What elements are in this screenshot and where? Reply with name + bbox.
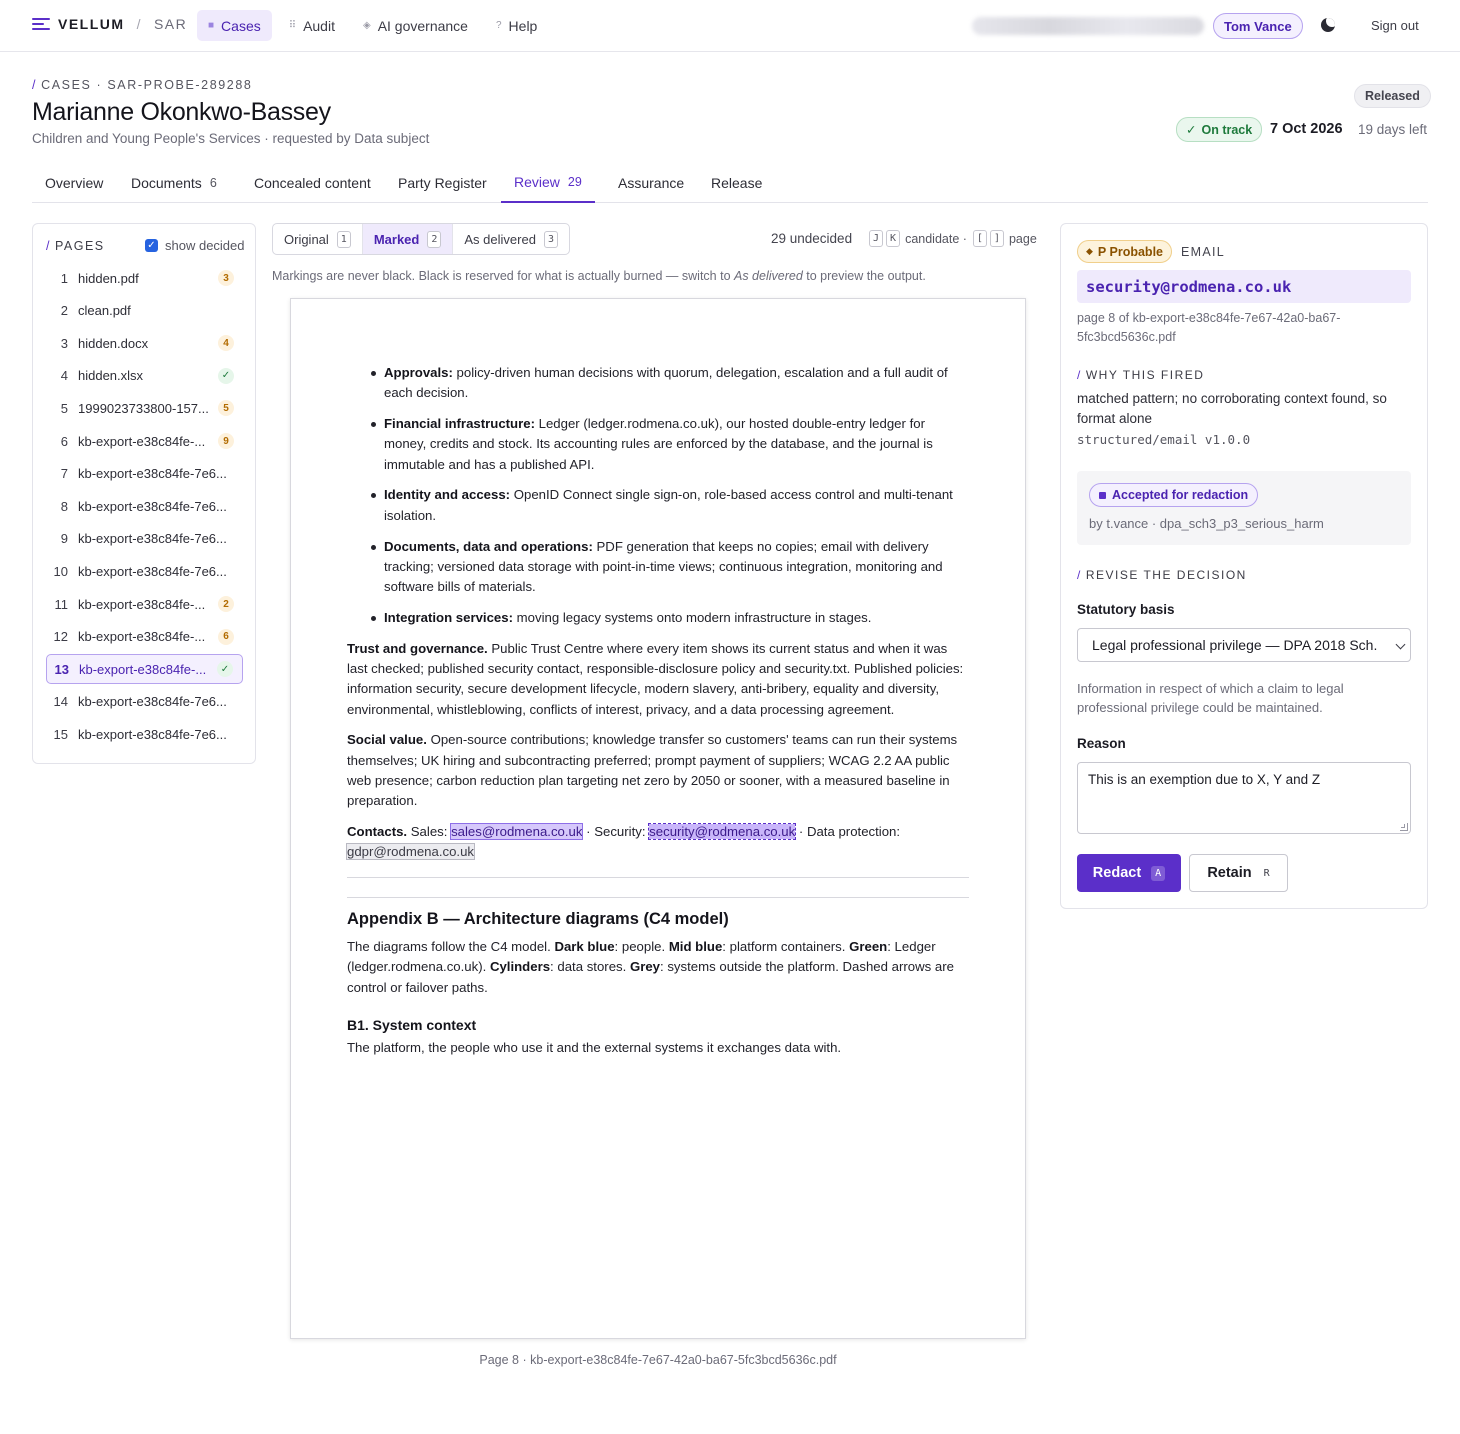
page-list-item[interactable] — [46, 622, 243, 652]
page-number: 8 — [60, 498, 68, 514]
statutory-basis-select[interactable] — [1077, 628, 1411, 662]
list-item — [384, 537, 969, 598]
shortcut-key: R — [1263, 867, 1270, 879]
candidate-count-badge: 2 — [218, 596, 234, 612]
main-nav — [197, 10, 548, 41]
why-text: matched pattern; no corroborating context found, so format alone — [1077, 391, 1387, 426]
redact-button[interactable] — [1077, 854, 1181, 892]
tab-label: Documents — [131, 175, 202, 191]
candidate-count-badge: 6 — [218, 629, 234, 645]
bullet-text: OpenID Connect single sign-on, role-based access control and multi-tenant isolation. — [384, 487, 953, 523]
mode-original[interactable] — [273, 224, 363, 254]
moon-icon[interactable] — [1321, 18, 1335, 32]
page-list-item[interactable] — [46, 589, 243, 619]
brand-product: SAR — [153, 16, 188, 32]
shortcut-key: J — [869, 230, 883, 247]
tab-label: Release — [711, 175, 763, 191]
bullet-heading: Integration services: — [384, 609, 513, 625]
keyboard-hints — [869, 230, 1040, 247]
appendix-heading: Appendix B — Architecture diagrams (C4 model) — [347, 909, 729, 928]
diamond-icon: ◆ — [1086, 246, 1093, 256]
paragraph-text: : platform containers. — [722, 939, 850, 955]
textarea-value: This is an exemption due to X, Y and Z — [1088, 772, 1321, 787]
page-list-item[interactable] — [46, 556, 243, 586]
term: Green — [849, 939, 888, 955]
document-page — [290, 298, 1026, 1339]
why-heading — [1077, 368, 1204, 382]
check-icon: ✓ — [1186, 123, 1197, 137]
bullet-heading: Documents, data and operations: — [384, 538, 593, 554]
decision-label: Accepted for redaction — [1112, 488, 1249, 502]
document-body — [347, 363, 969, 1069]
question-icon: ? — [495, 20, 502, 31]
contact-label: · Data protection: — [795, 824, 901, 840]
marking-note — [272, 269, 926, 283]
list-item — [384, 485, 969, 526]
section-paragraph: The platform, the people who use it and the external systems it exchanges data with. — [347, 1040, 842, 1056]
page-number: 15 — [53, 726, 68, 742]
mode-label: Marked — [373, 231, 420, 247]
chevron-down-icon — [1396, 640, 1406, 650]
contacts-paragraph — [347, 822, 969, 863]
mode-label: Original — [284, 231, 329, 247]
button-label: Retain — [1207, 865, 1252, 881]
heading-slash: / — [1077, 568, 1082, 582]
paragraph-heading: Trust and governance. — [347, 640, 488, 656]
paragraph-text: The diagrams follow the C4 model. — [347, 939, 555, 955]
nav-label: AI governance — [377, 17, 468, 34]
user-pill[interactable]: Tom Vance — [1213, 13, 1303, 39]
divider — [347, 877, 969, 878]
page-filename: kb-export-e38c84fe-... — [79, 661, 207, 677]
sparkle-icon: ◈ — [362, 20, 371, 31]
shortcut-key: ] — [990, 230, 1004, 247]
brand[interactable] — [32, 16, 187, 32]
revise-heading — [1077, 568, 1247, 582]
view-mode-toggle — [272, 223, 570, 255]
retain-button[interactable] — [1189, 854, 1288, 892]
bullet-heading: Financial infrastructure: — [384, 416, 535, 432]
page-filename: kb-export-e38c84fe-... — [78, 629, 206, 645]
tab-party-register[interactable] — [385, 163, 500, 203]
mode-as-delivered[interactable] — [453, 224, 569, 254]
page-list-item[interactable] — [46, 361, 243, 391]
page-filename: kb-export-e38c84fe-7e6... — [78, 498, 227, 514]
page-list-item[interactable] — [46, 459, 243, 489]
page-number: 7 — [60, 466, 68, 482]
page-filename: kb-export-e38c84fe-7e6... — [78, 726, 227, 742]
page-number: 1 — [60, 270, 68, 286]
candidate-count-badge: 4 — [218, 335, 234, 351]
bullet-text: policy-driven human decisions with quorum, delegation, escalation and a full audit of each decision. — [384, 365, 948, 401]
appendix-paragraph — [347, 937, 969, 998]
paragraph-text: Open-source contributions; knowledge transfer so customers' teams can run their systems themselves; UK hiring and subcontracting preferred; prompt payment of suppliers; WCAG 2.2 AA public web presence; carbon reduction plan targeting net zero by 2050 or sooner, with a measured baseline in preparation. — [347, 732, 958, 809]
shortcut-key: A — [1151, 866, 1165, 881]
page-list-item[interactable] — [46, 328, 243, 358]
tab-documents[interactable] — [118, 163, 230, 203]
candidate-count-badge: 5 — [218, 400, 234, 416]
bullet-heading: Approvals: — [384, 365, 453, 380]
button-label: Redact — [1092, 865, 1142, 881]
tab-label: Concealed content — [254, 175, 371, 191]
paragraph-heading: Social value. — [347, 732, 427, 748]
heading-text: WHY THIS FIRED — [1085, 368, 1205, 382]
entity-type: EMAIL — [1181, 245, 1226, 259]
page-number: 10 — [53, 563, 68, 579]
list-item — [384, 414, 969, 475]
bullet-list — [347, 363, 969, 628]
candidate-value: security@rodmena.co.uk — [1077, 270, 1411, 303]
tab-assurance[interactable] — [605, 163, 697, 203]
resize-grip-icon[interactable] — [1400, 823, 1408, 831]
paragraph-text: Public Trust Centre where every item shows its current status and when it was last checked; published security contact, responsible-disclosure policy and security.txt. Published policies: information security, secure development lifecycle, modern slavery, anti-bribery, equality and diversity, environmental, whistleblowing, conflicts of interest, privacy, and a data processing agreement. — [347, 640, 964, 717]
page-filename: kb-export-e38c84fe-7e6... — [78, 694, 227, 710]
shortcut-key: 3 — [544, 231, 558, 248]
square-icon — [1099, 492, 1106, 499]
confidence-badge — [1077, 240, 1172, 263]
term: Grey — [629, 959, 661, 975]
top-bar — [0, 0, 1460, 52]
hint-text: page — [1008, 231, 1037, 246]
note-text: Markings are never black. Black is reserved for what is actually burned — switch to — [272, 269, 734, 283]
tab-label: Review — [514, 174, 560, 190]
tab-release[interactable] — [698, 163, 775, 203]
page-list-item[interactable] — [46, 687, 243, 717]
contact-label: · Security: — [582, 824, 650, 840]
candidate-location: page 8 of kb-export-e38c84fe-7e67-42a0-ba67-5fc3bcd5636c.pdf — [1077, 311, 1341, 344]
term: Dark blue — [554, 939, 615, 955]
page-number: 11 — [54, 596, 68, 612]
candidate-count-badge: 3 — [218, 270, 234, 286]
page-list-item[interactable] — [46, 719, 243, 749]
days-left: 19 days left — [1358, 122, 1428, 137]
nav-ai-governance[interactable] — [352, 10, 479, 41]
tab-count: 6 — [209, 176, 217, 190]
nav-audit[interactable] — [278, 10, 346, 41]
mode-marked[interactable] — [363, 224, 454, 254]
redaction-candidate-retained[interactable]: gdpr@rodmena.co.uk — [347, 844, 475, 860]
decision-badge — [1089, 483, 1258, 507]
checkbox-checked-icon[interactable]: ✓ — [145, 239, 158, 252]
page-number: 13 — [54, 661, 69, 677]
page-number: 14 — [53, 694, 68, 710]
tab-concealed-content[interactable] — [241, 163, 384, 203]
hint-text: candidate · — [905, 231, 967, 246]
redacted-search — [972, 17, 1204, 35]
page-list-item[interactable] — [46, 426, 243, 456]
term: Mid blue — [668, 939, 723, 955]
grip-icon: ⠿ — [288, 20, 297, 31]
decision-box — [1077, 471, 1411, 545]
nav-label: Cases — [221, 17, 261, 34]
bullet-heading: Identity and access: — [384, 487, 511, 503]
shortcut-key: 2 — [427, 231, 441, 248]
page-filename: hidden.docx — [78, 335, 149, 351]
basis-label: Statutory basis — [1077, 602, 1175, 617]
page-number: 12 — [53, 629, 68, 645]
shortcut-key: [ — [973, 230, 987, 247]
basis-help: Information in respect of which a claim to legal professional privilege could be maintained. — [1077, 681, 1344, 715]
page-list-item[interactable] — [46, 524, 243, 554]
status-badge: Released — [1354, 84, 1431, 108]
list-item — [384, 363, 969, 404]
page-filename: kb-export-e38c84fe-... — [78, 596, 206, 612]
shortcut-key: 1 — [337, 231, 351, 248]
section-heading: B1. System context — [347, 1016, 477, 1033]
square-icon: ■ — [208, 20, 215, 31]
nav-cases[interactable] — [197, 10, 272, 41]
breadcrumb[interactable] — [32, 78, 252, 92]
list-item — [384, 608, 969, 628]
show-decided-label: show decided — [165, 238, 245, 253]
timing-badge — [1176, 117, 1262, 142]
heading-text: PAGES — [54, 239, 105, 253]
reason-label: Reason — [1077, 736, 1126, 751]
page-filename: clean.pdf — [78, 303, 131, 319]
page-filename: kb-export-e38c84fe-... — [78, 433, 206, 449]
candidate-detail-panel — [1060, 223, 1428, 909]
confidence-label: P Probable — [1097, 244, 1163, 259]
term: Cylinders — [489, 959, 551, 975]
candidate-count-badge: 9 — [218, 433, 234, 449]
nav-label: Help — [508, 17, 538, 34]
reason-textarea[interactable] — [1077, 762, 1411, 834]
page-number: 9 — [60, 531, 68, 547]
redaction-candidate[interactable]: sales@rodmena.co.uk — [451, 824, 583, 840]
check-icon: ✓ — [217, 661, 233, 677]
brand-name: VELLUM — [58, 16, 125, 32]
undecided-count: 29 undecided — [771, 231, 853, 246]
bullet-text: moving legacy systems onto modern infrastructure in stages. — [513, 609, 872, 625]
paragraph-text: : Ledger (ledger.rodmena.co.uk). — [347, 939, 936, 975]
nav-help[interactable] — [485, 10, 548, 41]
contact-label: Sales: — [407, 824, 452, 840]
social-paragraph — [347, 730, 969, 811]
menu-icon[interactable] — [32, 18, 50, 30]
check-icon: ✓ — [218, 368, 234, 384]
page-filename: 1999023733800-157... — [78, 400, 209, 416]
bullet-text: Ledger (ledger.rodmena.co.uk), our hosted double-entry ledger for money, credits and stock. Its accounting rules are enforced by the database, and the journal is immutable and has a published API. — [384, 416, 933, 472]
pages-panel — [32, 223, 256, 764]
breadcrumb-text: CASES · SAR-PROBE-289288 — [41, 78, 253, 92]
page-filename: kb-export-e38c84fe-7e6... — [78, 563, 227, 579]
page-caption: Page 8 · kb-export-e38c84fe-7e67-42a0-ba67-5fc3bcd5636c.pdf — [479, 1353, 837, 1367]
paragraph-heading: Contacts. — [347, 824, 408, 840]
rule-id: structured/email v1.0.0 — [1077, 432, 1251, 447]
tab-review[interactable] — [501, 163, 595, 203]
case-subtitle: Children and Young People's Services · requested by Data subject — [32, 131, 430, 146]
shortcut-key: K — [886, 230, 900, 247]
tab-label: Assurance — [618, 175, 685, 191]
page-number: 3 — [60, 335, 68, 351]
nav-label: Audit — [303, 17, 335, 34]
tab-overview[interactable] — [32, 163, 116, 203]
page-filename: hidden.xlsx — [78, 368, 144, 384]
paragraph-text: : people. — [614, 939, 669, 955]
pages-heading — [46, 239, 105, 253]
paragraph-text: : data stores. — [550, 959, 630, 975]
tab-label: Party Register — [398, 175, 487, 191]
select-value: Legal professional privilege — DPA 2018 Sch. — [1092, 637, 1378, 653]
page-list-item[interactable] — [46, 296, 243, 326]
tab-count: 29 — [567, 175, 582, 189]
page-number: 2 — [60, 303, 68, 319]
trust-paragraph — [347, 639, 969, 720]
due-date: 7 Oct 2026 — [1270, 121, 1343, 137]
tab-label: Overview — [45, 175, 104, 191]
brand-separator: / — [136, 16, 142, 32]
paragraph-text: : systems outside the platform. Dashed arrows are control or failover paths. — [347, 959, 954, 995]
page-number: 4 — [60, 368, 68, 384]
page-title: Marianne Okonkwo-Bassey — [32, 98, 331, 126]
timing-label: On track — [1201, 122, 1253, 137]
divider — [347, 897, 969, 898]
heading-slash: / — [1077, 368, 1082, 382]
page-list-item[interactable] — [46, 491, 243, 521]
case-tabs — [32, 163, 1428, 203]
page-list-item[interactable] — [46, 263, 243, 293]
page-filename: kb-export-e38c84fe-7e6... — [78, 531, 227, 547]
page-number: 6 — [60, 433, 68, 449]
heading-text: REVISE THE DECISION — [1085, 568, 1247, 582]
note-emphasis: As delivered — [734, 269, 803, 283]
page-number: 5 — [60, 400, 68, 416]
decision-by: by t.vance · dpa_sch3_p3_serious_harm — [1089, 516, 1324, 531]
bullet-text: PDF generation that keeps no copies; email with delivery tracking; versioned data storage with point-in-time views; continuous integration, monitoring and software bills of materials. — [384, 538, 943, 595]
redaction-candidate-current[interactable]: security@rodmena.co.uk — [649, 824, 796, 840]
page-list-item[interactable] — [46, 393, 243, 423]
page-filename: hidden.pdf — [78, 270, 139, 286]
heading-slash: / — [46, 239, 51, 253]
breadcrumb-slash: / — [32, 78, 38, 92]
mode-label: As delivered — [464, 231, 536, 247]
page-filename: kb-export-e38c84fe-7e6... — [78, 466, 227, 482]
show-decided-toggle[interactable] — [145, 238, 245, 253]
note-text: to preview the output. — [802, 269, 926, 283]
sign-out-link[interactable]: Sign out — [1371, 18, 1419, 33]
page-list-item[interactable] — [46, 654, 243, 684]
